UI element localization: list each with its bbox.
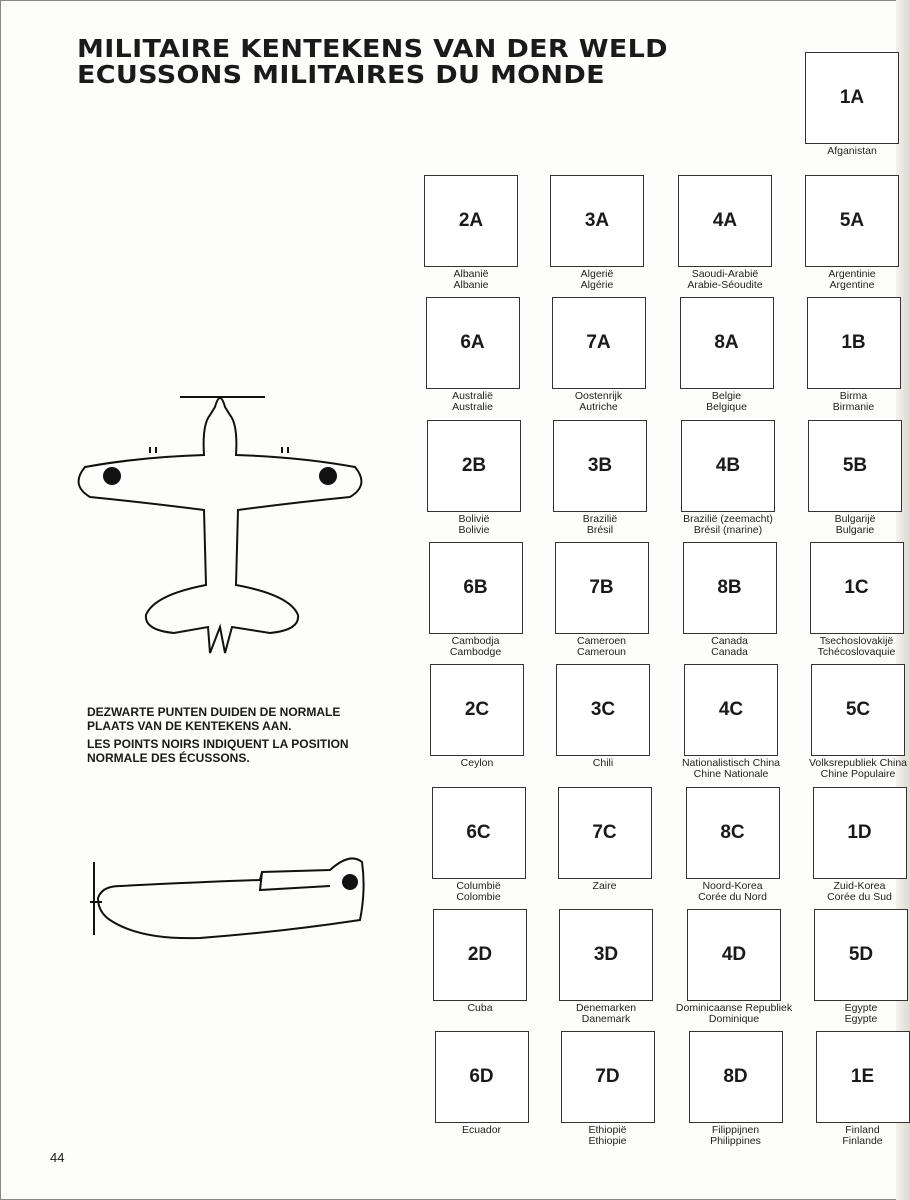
country-name-secondary: Chine Nationale [693,768,769,781]
insignia-box: 6B [429,542,523,634]
country-name-primary: Australië [452,390,493,403]
insignia-cell-2b [404,420,544,536]
country-label [410,1003,550,1014]
aircraft-top-view-illustration [70,385,370,665]
country-label [532,636,672,658]
country-name-primary: Finland [845,1124,880,1137]
country-label [533,758,673,769]
country-name-secondary: Philippines [710,1135,761,1148]
country-name-secondary: Egypte [844,1012,878,1025]
country-name-primary: Argentinie [828,268,876,280]
country-label [407,758,547,769]
country-name-primary: Bolivië [458,512,490,525]
insignia-dot-right-wing [319,467,337,485]
insignia-box: 5C [811,664,905,756]
country-name-primary: Zaire [592,879,617,892]
insignia-box: 3C [556,664,650,756]
page-number: 44 [50,1150,65,1165]
country-name-primary: Ethiopië [588,1124,627,1137]
country-name-secondary: Corée du Nord [698,890,767,903]
country-name-secondary: Birmanie [832,401,875,414]
insignia-box: 5D [814,909,908,1001]
country-name-secondary: Autriche [579,401,618,414]
country-label [791,1003,910,1025]
country-label [666,1125,806,1147]
insignia-cell-3b [530,420,670,536]
country-name-primary: Dominicaanse Republiek [675,1001,793,1014]
country-name-secondary: Argentine [829,279,875,291]
insignia-box: 8A [680,297,774,389]
insignia-cell-5a [782,175,910,291]
insignia-box: 7A [552,297,646,389]
country-name-primary: Egypte [844,1001,878,1014]
country-name-secondary: Cameroun [576,645,627,658]
note-french: LES POINTS NOIRS INDIQUENT LA POSITION NORMALE DES ÉCUSSONS. [87,737,349,765]
country-name-secondary: Ethiopie [588,1135,627,1148]
country-name-primary: Chili [592,757,614,770]
country-label [527,269,667,291]
country-name-secondary: Belgique [706,401,747,414]
insignia-cell-7c [535,787,675,892]
insignia-cell-2d [410,909,550,1014]
country-name-secondary: Bolivie [458,523,490,536]
insignia-box: 8D [689,1031,783,1123]
insignia-dot-left-wing [103,467,121,485]
insignia-box: 1B [807,297,901,389]
country-label [784,391,910,413]
country-name-secondary: Danemark [581,1012,631,1025]
insignia-cell-6c [409,787,549,903]
country-name-primary: Belgie [711,390,742,403]
country-name-secondary: Dominique [708,1012,760,1025]
insignia-box: 5A [805,175,899,267]
country-name-primary: Cameroen [576,634,627,647]
country-label [658,514,798,536]
insignia-cell-8a [657,297,797,413]
insignia-cell-1a [782,52,910,157]
country-name-secondary: Colombie [456,890,501,903]
country-label [782,269,910,291]
insignia-cell-5c [788,664,910,780]
country-name-secondary: Brésil [586,523,614,536]
country-name-secondary: Tchécoslovaquie [817,645,896,658]
insignia-box: 7D [561,1031,655,1123]
title-dutch: MILITAIRE KENTEKENS VAN DER WELD [77,34,668,63]
insignia-box: 7C [558,787,652,879]
country-name-primary: Volksrepubliek China [808,757,908,770]
insignia-cell-6b [406,542,546,658]
insignia-cell-4d [664,909,804,1025]
country-name-secondary: Bulgarie [835,523,875,536]
country-name-secondary: Canada [711,645,748,658]
insignia-box: 1A [805,52,899,144]
country-name-secondary: Australie [452,401,493,414]
country-name-secondary: Arabie-Séoudite [687,279,763,291]
insignia-cell-5d [791,909,910,1025]
country-name-secondary: Cambodge [449,645,502,658]
country-name-primary: Cuba [467,1001,493,1014]
insignia-box: 6D [435,1031,529,1123]
insignia-cell-3d [536,909,676,1025]
country-name-primary: Filippijnen [711,1124,760,1137]
insignia-box: 3A [550,175,644,267]
country-label [788,758,910,780]
country-label [661,758,801,780]
country-name-secondary: Brésil (marine) [693,523,763,536]
country-name-secondary: Chine Populaire [820,768,896,781]
country-name-primary: Albanië [453,268,489,280]
insignia-cell-2a [401,175,541,291]
country-name-primary: Canada [711,634,748,647]
insignia-box: 3D [559,909,653,1001]
country-name-primary: Denemarken [575,1001,637,1014]
aircraft-side-view-illustration [80,850,380,950]
insignia-cell-7b [532,542,672,658]
insignia-cell-1d [790,787,910,903]
country-label [782,146,910,157]
country-name-primary: Birma [839,390,868,403]
country-label [660,636,800,658]
country-label [403,391,543,413]
insignia-box: 4D [687,909,781,1001]
country-name-primary: Nationalistisch China [681,757,781,770]
insignia-box: 8C [686,787,780,879]
page-title [77,36,668,88]
country-name-secondary: Finlande [842,1135,883,1148]
insignia-cell-8d [666,1031,806,1147]
country-label [412,1125,552,1136]
insignia-box: 1E [816,1031,910,1123]
country-label [406,636,546,658]
country-name-primary: Ecuador [461,1124,502,1137]
country-name-primary: Cambodja [451,634,500,647]
insignia-box: 1C [810,542,904,634]
country-label [529,391,669,413]
country-label [530,514,670,536]
country-label [655,269,795,291]
insignia-box: 4A [678,175,772,267]
insignia-box: 2C [430,664,524,756]
insignia-cell-1b [784,297,910,413]
country-name-primary: Columbië [456,879,501,892]
insignia-cell-7a [529,297,669,413]
insignia-cell-6d [412,1031,552,1136]
country-label [657,391,797,413]
instruction-note [87,705,377,769]
insignia-cell-8c [663,787,803,903]
insignia-box: 7B [555,542,649,634]
country-name-primary: Oostenrijk [574,390,623,403]
insignia-cell-6a [403,297,543,413]
country-label [787,636,910,658]
country-name-primary: Afganistan [827,145,877,157]
country-name-primary: Noord-Korea [702,879,763,892]
insignia-cell-4a [655,175,795,291]
country-label [793,1125,910,1147]
insignia-cell-7d [538,1031,678,1147]
country-name-primary: Bulgarijë [834,512,876,525]
country-label [404,514,544,536]
insignia-cell-3c [533,664,673,769]
country-name-primary: Zuid-Korea [833,879,886,892]
country-label [409,881,549,903]
insignia-box: 2A [424,175,518,267]
insignia-cell-5b [785,420,910,536]
insignia-cell-1e [793,1031,910,1147]
insignia-box: 2D [433,909,527,1001]
insignia-box: 4B [681,420,775,512]
country-label [785,514,910,536]
insignia-cell-2c [407,664,547,769]
title-french: ECUSSONS MILITAIRES DU MONDE [77,60,605,89]
country-label [538,1125,678,1147]
country-name-primary: Saoudi-Arabië [691,268,759,280]
country-name-primary: Brazilië (zeemacht) [683,512,773,525]
insignia-cell-8b [660,542,800,658]
insignia-box: 1D [813,787,907,879]
insignia-dot-fuselage [342,874,358,890]
insignia-cell-1c [787,542,910,658]
insignia-box: 4C [684,664,778,756]
country-label [663,881,803,903]
insignia-box: 6A [426,297,520,389]
country-name-primary: Ceylon [460,757,494,770]
insignia-box: 6C [432,787,526,879]
insignia-cell-3a [527,175,667,291]
note-dutch: DEZWARTE PUNTEN DUIDEN DE NORMALE PLAATS VAN DE KENTEKENS AAN. [87,705,341,733]
country-name-secondary: Algérie [580,279,614,291]
country-label [401,269,541,291]
insignia-cell-4c [661,664,801,780]
country-label [535,881,675,892]
country-name-primary: Brazilië [582,512,618,525]
country-label [790,881,910,903]
country-name-primary: Algerië [580,268,614,280]
insignia-cell-4b [658,420,798,536]
country-label [536,1003,676,1025]
insignia-box: 2B [427,420,521,512]
insignia-box: 5B [808,420,902,512]
insignia-box: 8B [683,542,777,634]
country-name-secondary: Corée du Sud [827,890,892,903]
country-label [664,1003,804,1025]
insignia-box: 3B [553,420,647,512]
country-name-secondary: Albanie [453,279,489,291]
country-name-primary: Tsechoslovakijë [819,634,894,647]
